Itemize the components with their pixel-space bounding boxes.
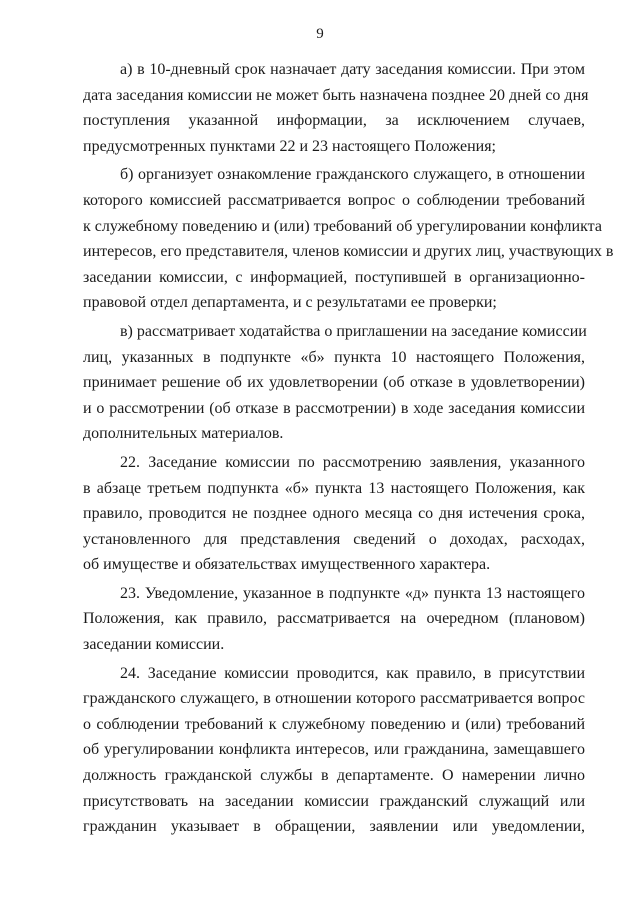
text-line: и о рассмотрении (об отказе в рассмотрении) в ходе заседания комиссии: [83, 399, 585, 417]
text-line: интересов, его представителя, членов комиссии и других лиц, участвующих в: [83, 243, 614, 261]
text-line: заседании комиссии.: [83, 636, 225, 654]
text-line: об имуществе и обязательствах имущественного характера.: [83, 556, 491, 574]
paragraph-23: [83, 581, 585, 658]
paragraph-22: [83, 450, 585, 578]
text-line: б) организует ознакомление гражданского служащего, в отношении: [120, 166, 585, 184]
text-line: о соблюдении требований к служебному поведению и (или) требований: [83, 715, 585, 733]
text-line: заседании комиссии, с информацией, поступившей в организационно-: [83, 268, 585, 286]
text-line: 22. Заседание комиссии по рассмотрению заявления, указанного: [120, 453, 585, 471]
text-line: принимает решение об их удовлетворении (об отказе в удовлетворении): [83, 374, 585, 392]
paragraph-b: [83, 162, 614, 316]
paragraph-v: [83, 319, 585, 447]
text-line: в) рассматривает ходатайства о приглашении на заседание комиссии: [120, 322, 587, 340]
paragraph-24: [83, 661, 585, 840]
text-line: в абзаце третьем подпункта «б» пункта 13 настоящего Положения, как: [83, 479, 585, 497]
text-line: а) в 10-дневный срок назначает дату заседания комиссии. При этом: [120, 61, 585, 78]
text-line: установленного для представления сведений о доходах, расходах,: [83, 530, 585, 548]
text-line: которого комиссией рассматривается вопрос о соблюдении требований: [83, 191, 585, 209]
text-line: присутствовать на заседании комиссии гражданский служащий или: [83, 792, 585, 810]
text-line: лиц, указанных в подпункте «б» пункта 10 настоящего Положения,: [83, 348, 585, 366]
text-line: должность гражданской службы в департаменте. О намерении лично: [83, 767, 585, 785]
text-line: поступления указанной информации, за исключением случаев,: [83, 112, 585, 130]
text-line: к служебному поведению и (или) требований об урегулировании конфликта: [83, 217, 602, 235]
text-line: 23. Уведомление, указанное в подпункте «д» пункта 13 настоящего: [120, 584, 585, 602]
text-line: правило, проводится не позднее одного месяца со дня истечения срока,: [83, 505, 585, 523]
text-line: предусмотренных пунктами 22 и 23 настоящего Положения;: [83, 137, 496, 155]
text-line: гражданского служащего, в отношении которого рассматривается вопрос: [83, 690, 585, 708]
text-line: правовой отдел департамента, и с результатами ее проверки;: [83, 294, 497, 312]
document-body: [83, 57, 614, 843]
text-line: гражданин указывает в обращении, заявлении или уведомлении,: [83, 818, 585, 836]
text-line: дата заседания комиссии не может быть назначена позднее 20 дней со дня: [83, 86, 589, 104]
text-line: дополнительных материалов.: [83, 425, 284, 443]
text-line: Положения, как правило, рассматривается на очередном (плановом): [83, 610, 585, 628]
paragraph-a: [83, 57, 589, 159]
text-line: 24. Заседание комиссии проводится, как правило, в присутствии: [120, 664, 585, 682]
text-line: об урегулировании конфликта интересов, или гражданина, замещавшего: [83, 741, 585, 759]
page-number: 9: [316, 26, 324, 42]
